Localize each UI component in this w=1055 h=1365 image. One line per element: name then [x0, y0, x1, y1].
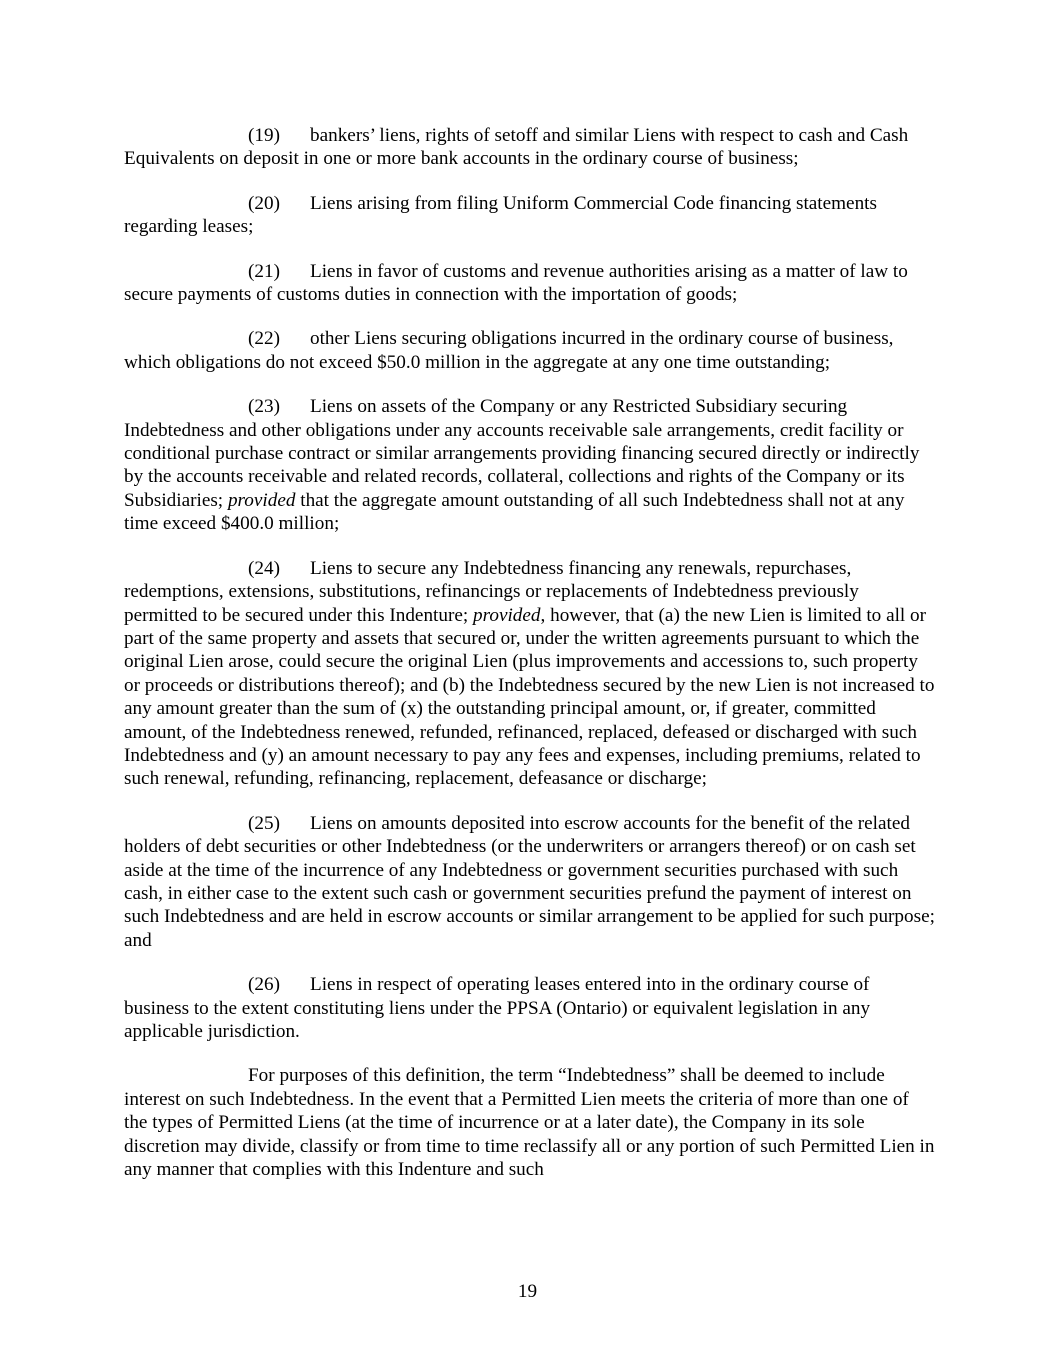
- clause-text: Liens arising from filing Uniform Commercial Code financing statements regarding leases;: [124, 192, 877, 238]
- clause-text: Liens in respect of operating leases entered into in the ordinary course of business to the extent constituting liens under the PPSA (Ontario) or equivalent legislation in any applicable jurisdiction.: [124, 974, 871, 1042]
- clause-19: [124, 124, 936, 171]
- clause-text: Liens on assets of the Company or any Restricted Subsidiary securing Indebtedness and other obligations under any accounts receivable sale arrangements, credit facility or conditional purchase contract or similar arrangements providing financing secured directly or indirectly by the accounts receivable and related records, collateral, collections and rights of the Company or its Subsidiaries;: [124, 396, 920, 511]
- clause-22: [124, 327, 936, 374]
- page-number: 19: [517, 1281, 538, 1302]
- clause-number: (25): [248, 812, 280, 834]
- clause-number: (26): [248, 974, 280, 996]
- clause-number: (19): [248, 125, 280, 146]
- clause-24: [124, 557, 936, 791]
- clause-26: [124, 973, 936, 1043]
- clause-21: [124, 260, 936, 307]
- clause-text: Liens on amounts deposited into escrow accounts for the benefit of the related holders of debt securities or other Indebtedness (or the underwriters or arrangers thereof) or on cash set aside at the time of the incurrence of any Indebtedness or government securities purchased with such cash, in either case to the extent such cash or government securities prefund the payment of interest on such Indebtedness and are held in escrow accounts or similar arrangement to be applied for such purpose; and: [124, 812, 935, 951]
- clause-23: [124, 395, 936, 535]
- clause-number: (24): [248, 557, 280, 579]
- clause-text: that the aggregate amount outstanding of all such Indebtedness shall not at any time exceed $400.0 million;: [124, 489, 905, 535]
- clause-number: (21): [248, 260, 280, 282]
- clause-italic-term: provided: [227, 489, 296, 511]
- clause-text: Liens in favor of customs and revenue authorities arising as a matter of law to secure payments of customs duties in connection with the importation of goods;: [124, 260, 908, 306]
- clause-text: other Liens securing obligations incurred in the ordinary course of business, which obligations do not exceed $50.0 million in the aggregate at any one time outstanding;: [124, 328, 894, 373]
- closing-paragraph: For purposes of this definition, the term “Indebtedness” shall be deemed to include interest on such Indebtedness. In the event that a Permitted Lien meets the criteria of more than one of the types of Permitted Liens (at the time of incurrence or at a later date), the Company in its sole discretion may divide, classify or from time to time reclassify all or any portion of such Permitted Lien in any manner that complies with this Indenture and such: [124, 1065, 935, 1181]
- document-body: [124, 124, 936, 1202]
- clause-number: (20): [248, 192, 280, 214]
- clause-20: [124, 192, 936, 239]
- clause-number: (23): [248, 396, 280, 418]
- clause-25: [124, 812, 936, 952]
- clause-text: bankers’ liens, rights of setoff and similar Liens with respect to cash and Cash Equivalents on deposit in one or more bank accounts in the ordinary course of business;: [124, 125, 909, 170]
- clause-text: Liens to secure any Indebtedness financing any renewals, repurchases, redemptions, extensions, substitutions, refinancings or replacements of Indebtedness previously permitted to be secured under this Indenture;: [124, 557, 859, 626]
- clause-number: (22): [248, 328, 280, 350]
- clause-text: , however, that (a) the new Lien is limited to all or part of the same property and assets that secured or, under the written agreements pursuant to which the original Lien arose, could secure the original Lien (plus improvements and accessions to, such property or proceeds or distributions thereof); and (b) the Indebtedness secured by the new Lien is not increased to any amount greater than the sum of (x) the outstanding principal amount, or, if greater, committed amount, of the Indebtedness renewed, refunded, refinanced, replaced, defeased or discharged with such Indebtedness and (y) an amount necessary to pay any fees and expenses, including premiums, related to such renewal, refunding, refinancing, replacement, defeasance or discharge;: [124, 604, 935, 790]
- clause-italic-term: provided: [473, 604, 541, 626]
